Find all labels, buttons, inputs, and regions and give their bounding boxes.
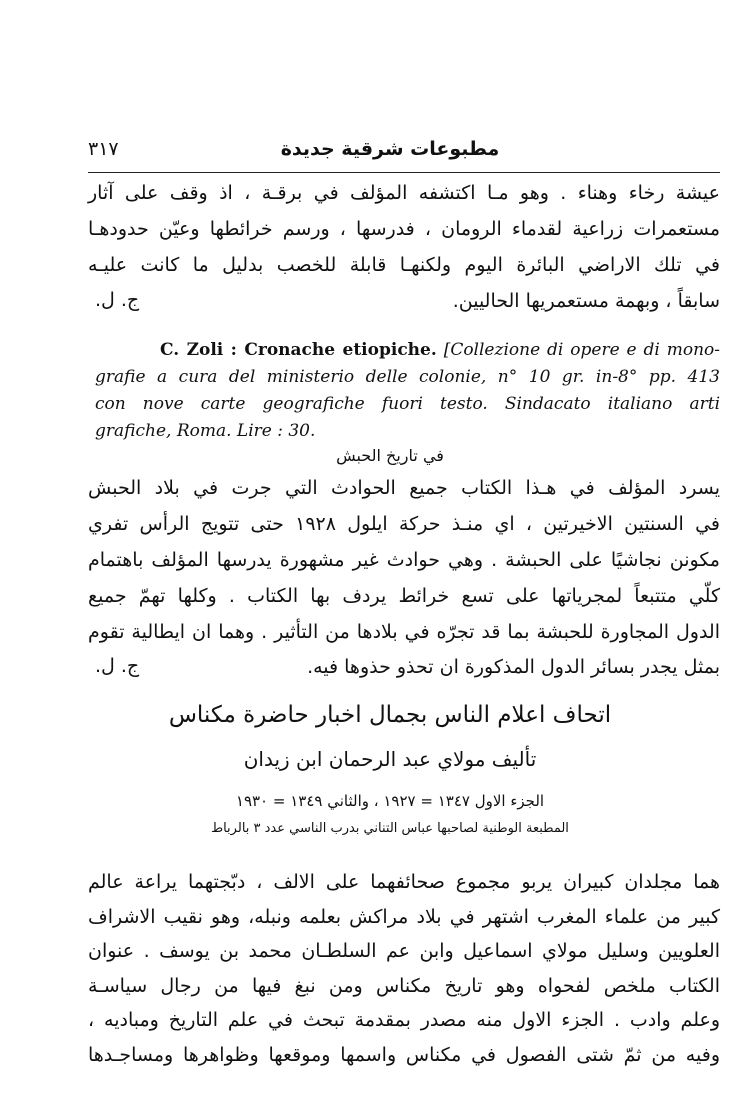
citation-author: C. Zoli : Cronache etiopiche.	[160, 340, 437, 360]
review2-line: مكونن نجاشيًا على الحبشة . وهي حوادث غير مشهورة يدرسها المؤلف باهتمام	[88, 549, 720, 571]
citation-line-1	[160, 337, 720, 363]
review3-line: هما مجلدان كبيران يربو مجموع صحائفهما على الالف ، دبّجتهما يراعة عالم	[88, 871, 720, 893]
citation-text: grafiche, Roma. Lire : 30.	[95, 421, 316, 441]
header-rule	[88, 172, 720, 173]
review2-line: يسرد المؤلف في هـذا الكتاب جميع الحوادث التي جرت في بلاد الحبش	[88, 477, 720, 499]
citation-text: [Collezione di opere e di mono-	[443, 340, 721, 360]
review3-line: وعلم وادب . الجزء الاول منه مصدر بمقدمة تبحث في علم التاريخ ومباديه ،	[88, 1009, 720, 1031]
review2-subtitle: في تاريخ الحبش	[336, 446, 444, 465]
review1-line: مستعمرات زراعية لقدماء الرومان ، فدرسها ، ورسم خرائطها وعيّن حدودهـا	[88, 218, 720, 240]
review2-signature: ج. ل.	[95, 655, 140, 677]
review2-line: بمثل يجدر بسائر الدول المذكورة ان تحذو حذوها فيه.	[307, 656, 720, 678]
citation-line	[95, 391, 720, 417]
book-publisher: المطبعة الوطنية لصاحبها عباس التناني بدرب الناسي عدد ٣ بالرباط	[211, 821, 569, 836]
review3-line: العلويين وسليل مولاي اسماعيل وابن عم السلطـان محمد بن يوسف . عنوان	[88, 940, 720, 962]
review2-line: الدول المجاورة للحبشة بما قد تجرّه في بلادها من التأثير . وهما ان ايطالية تقوم	[88, 621, 720, 643]
book-title: اتحاف اعلام الناس بجمال اخبار حاضرة مكناس	[168, 702, 612, 728]
citation-line	[95, 364, 720, 390]
running-title: مطبوعات شرقية جديدة	[280, 138, 500, 160]
review3-line: الكتاب ملخص لفحواه وهو تاريخ مكناس ومن نبغ فيها من رجال سياسـة	[88, 975, 720, 997]
review1-line: سابقاً ، وبهمة مستعمريها الحاليين.	[452, 290, 720, 312]
review3-line: وفيه من ثمّ شتى الفصول في مكناس واسمها وموقعها وظواهرها ومساجـدها	[88, 1044, 720, 1066]
review2-line: في السنتين الاخيرتين ، اي منـذ حركة ايلول ١٩٢٨ حتى تتويج الرأس تفري	[88, 513, 721, 535]
book-author: تأليف مولاي عبد الرحمان ابن زيدان	[243, 747, 537, 771]
review1-line: عيشة رخاء وهناء . وهو مـا اكتشفه المؤلف في برقـة ، اذ وقف على آثار	[88, 182, 720, 204]
page-number: ٣١٧	[88, 138, 119, 160]
book-volumes: الجزء الاول ١٣٤٧ = ١٩٢٧ ، والثاني ١٣٤٩ = ١٩٣٠	[235, 792, 545, 810]
review3-line: كبير من علماء المغرب اشتهر في بلاد مراكش بعلمه ونبله، وهو نقيب الاشراف	[88, 906, 720, 928]
review1-line: في تلك الاراضي البائرة اليوم ولكنهـا قابلة للخصب بدليل ما كانت عليـه	[88, 254, 720, 276]
review2-line: كلّي متتبعاً لمجرياتها على تسع خرائط يردف بها الكتاب . وكلها تهمّ جميع	[88, 585, 720, 607]
citation-text: grafie a cura del ministerio delle colonie, n° 10 gr. in-8° pp. 413	[95, 367, 720, 387]
review1-signature: ج. ل.	[95, 289, 140, 311]
citation-text: con nove carte geografiche fuori testo. Sindacato italiano arti	[95, 394, 720, 414]
